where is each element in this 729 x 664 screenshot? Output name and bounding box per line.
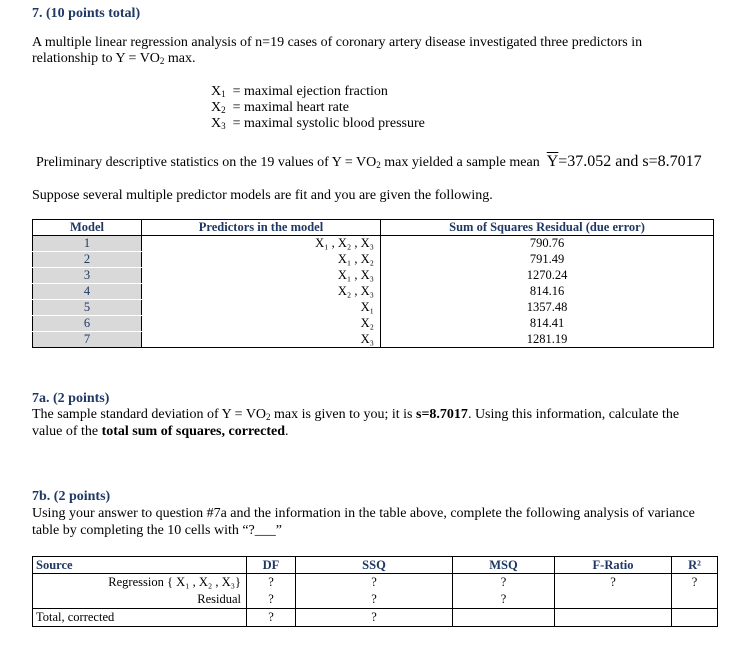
- header-f-ratio: F-Ratio: [555, 557, 672, 574]
- cell-ssq: ?: [296, 574, 453, 592]
- model-predictors: X₂ , X₃: [142, 284, 381, 300]
- intro-line-2: relationship to $Y = VO_2$ max.: [32, 51, 196, 66]
- table-row: [33, 332, 714, 348]
- model-ss: 1270.24: [381, 268, 714, 284]
- table-row: [33, 316, 714, 332]
- model-number: 4: [33, 284, 142, 300]
- cell-f-ratio: [555, 591, 672, 609]
- source-label: Regression { X₁ , X₂ , X₃}: [33, 574, 247, 592]
- cell-df: ?: [247, 609, 296, 627]
- y-bar: $\overline{Y}$: [546, 153, 559, 170]
- cell-ssq: ?: [296, 609, 453, 627]
- header-ss-residual: Sum of Squares Residual (due error): [381, 220, 714, 236]
- model-predictors: X₂: [142, 316, 381, 332]
- table-row: [33, 252, 714, 268]
- model-ss: 814.41: [381, 316, 714, 332]
- cell-ssq: ?: [296, 591, 453, 609]
- cell-msq: [453, 609, 555, 627]
- definition-x3: $X_3$ = maximal systolic blood pressure: [211, 116, 425, 131]
- suppose-text: Suppose several multiple predictor models are fit and you are given the following.: [32, 188, 493, 203]
- header-model: Model: [33, 220, 142, 236]
- anova-row-regression: [33, 574, 718, 592]
- header-msq: MSQ: [453, 557, 555, 574]
- source-label: Total, corrected: [33, 609, 247, 627]
- table-row: [33, 284, 714, 300]
- model-number: 2: [33, 252, 142, 268]
- header-source: Source: [33, 557, 247, 574]
- header-r2: R²: [672, 557, 718, 574]
- part-b-line-2: table by completing the 10 cells with “?___”: [32, 523, 282, 538]
- part-b-heading: 7b. (2 points): [32, 489, 111, 504]
- model-ss: 814.16: [381, 284, 714, 300]
- cell-r2: ?: [672, 574, 718, 592]
- cell-msq: ?: [453, 591, 555, 609]
- table-row: [33, 300, 714, 316]
- models-table: [32, 219, 714, 348]
- anova-row-total: [33, 609, 718, 627]
- part-b-line-1: Using your answer to question #7a and the information in the table above, complete the following analysis of variance: [32, 506, 695, 521]
- cell-f-ratio: ?: [555, 574, 672, 592]
- model-ss: 1357.48: [381, 300, 714, 316]
- problem-heading: 7. (10 points total): [32, 6, 141, 21]
- model-predictors: X₁ , X₂ , X₃: [142, 236, 381, 252]
- model-number: 1: [33, 236, 142, 252]
- model-number: 3: [33, 268, 142, 284]
- model-number: 7: [33, 332, 142, 348]
- model-number: 6: [33, 316, 142, 332]
- cell-r2: [672, 591, 718, 609]
- preliminary-stats: Preliminary descriptive statistics on the 19 values of $Y = VO_2$ max yielded a sample mean $\overline{Y}=37.052$ and s=8.7017: [36, 153, 702, 170]
- model-predictors: X₁: [142, 300, 381, 316]
- cell-r2: [672, 609, 718, 627]
- table-row: [33, 268, 714, 284]
- cell-df: ?: [247, 591, 296, 609]
- header-df: DF: [247, 557, 296, 574]
- definition-x1: $X_1$ = maximal ejection fraction: [211, 84, 388, 99]
- anova-row-residual: [33, 591, 718, 609]
- part-a-line-1: The sample standard deviation of $Y = VO_2$ max is given to you; it is s=8.7017. Using this information, calculate the: [32, 407, 680, 422]
- part-a-heading: 7a. (2 points): [32, 391, 110, 406]
- model-ss: 1281.19: [381, 332, 714, 348]
- cell-msq: ?: [453, 574, 555, 592]
- model-predictors: X₃: [142, 332, 381, 348]
- table-row: [33, 236, 714, 252]
- cell-f-ratio: [555, 609, 672, 627]
- definition-x2: $X_2$ = maximal heart rate: [211, 100, 349, 115]
- cell-df: ?: [247, 574, 296, 592]
- header-predictors: Predictors in the model: [142, 220, 381, 236]
- model-predictors: X₁ , X₃: [142, 268, 381, 284]
- model-ss: 790.76: [381, 236, 714, 252]
- model-ss: 791.49: [381, 252, 714, 268]
- anova-table: [32, 556, 718, 627]
- header-ssq: SSQ: [296, 557, 453, 574]
- source-label: Residual: [33, 591, 247, 609]
- intro-line-1: A multiple linear regression analysis of n=19 cases of coronary artery disease investigated three predictors in: [32, 35, 643, 50]
- part-a-line-2: value of the total sum of squares, corrected.: [32, 424, 289, 439]
- model-number: 5: [33, 300, 142, 316]
- model-predictors: X₁ , X₂: [142, 252, 381, 268]
